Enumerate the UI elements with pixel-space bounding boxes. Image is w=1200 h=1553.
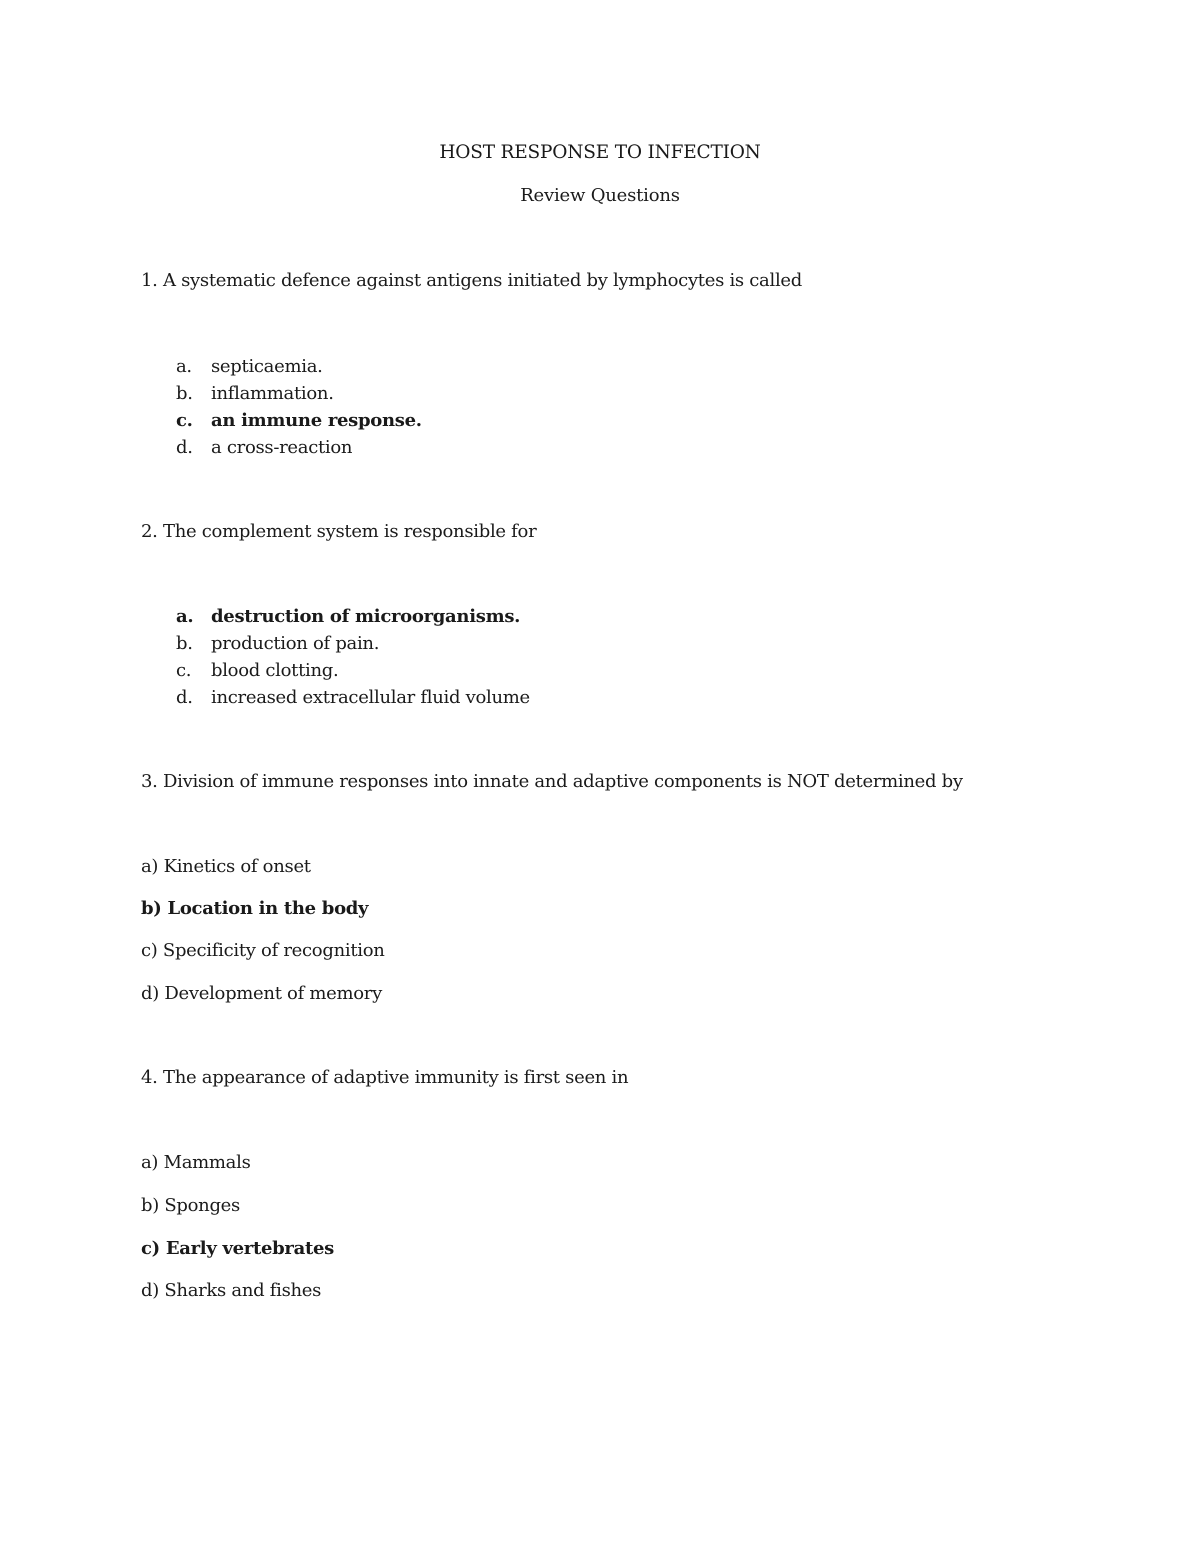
- question-3-text: 3. Division of immune responses into innate and adaptive components is NOT determined by: [141, 771, 963, 792]
- option-letter: c.: [176, 410, 193, 431]
- question-3-option-b-correct: b) Location in the body: [141, 898, 369, 919]
- question-3-option-a: a) Kinetics of onset: [141, 856, 311, 877]
- question-4-option-d: d) Sharks and fishes: [141, 1280, 322, 1301]
- question-1-text: 1. A systematic defence against antigens initiated by lymphocytes is called: [141, 270, 802, 291]
- question-3-option-c: c) Specificity of recognition: [141, 940, 385, 961]
- option-text: production of pain.: [211, 633, 380, 654]
- option-text: destruction of microorganisms.: [211, 606, 521, 627]
- option-letter: b.: [176, 383, 193, 404]
- option-letter: b.: [176, 633, 193, 654]
- question-2-option-d: [176, 687, 530, 708]
- option-text: blood clotting.: [211, 660, 339, 681]
- question-2-option-a-correct: [176, 606, 520, 627]
- option-letter: d.: [176, 437, 193, 458]
- question-3-option-d: d) Development of memory: [141, 983, 382, 1004]
- question-1-option-d: [176, 437, 352, 458]
- question-4-option-c-correct: c) Early vertebrates: [141, 1238, 334, 1259]
- question-1-option-a: [176, 356, 323, 377]
- option-text: septicaemia.: [211, 356, 323, 377]
- question-4-option-a: a) Mammals: [141, 1152, 251, 1173]
- question-1-option-c-correct: [176, 410, 422, 431]
- option-text: inflammation.: [211, 383, 334, 404]
- option-letter: c.: [176, 660, 192, 681]
- document-title: HOST RESPONSE TO INFECTION: [439, 142, 761, 163]
- option-letter: a.: [176, 356, 192, 377]
- option-text: an immune response.: [211, 410, 422, 431]
- option-text: a cross-reaction: [211, 437, 353, 458]
- question-4-text: 4. The appearance of adaptive immunity is first seen in: [141, 1067, 629, 1088]
- question-1-option-b: [176, 383, 334, 404]
- option-letter: d.: [176, 687, 193, 708]
- option-text: increased extracellular fluid volume: [211, 687, 530, 708]
- question-2-text: 2. The complement system is responsible for: [141, 521, 537, 542]
- question-4-option-b: b) Sponges: [141, 1195, 240, 1216]
- option-letter: a.: [176, 606, 194, 627]
- question-2-option-b: [176, 633, 379, 654]
- question-2-option-c: [176, 660, 338, 681]
- document-subtitle: Review Questions: [520, 185, 680, 206]
